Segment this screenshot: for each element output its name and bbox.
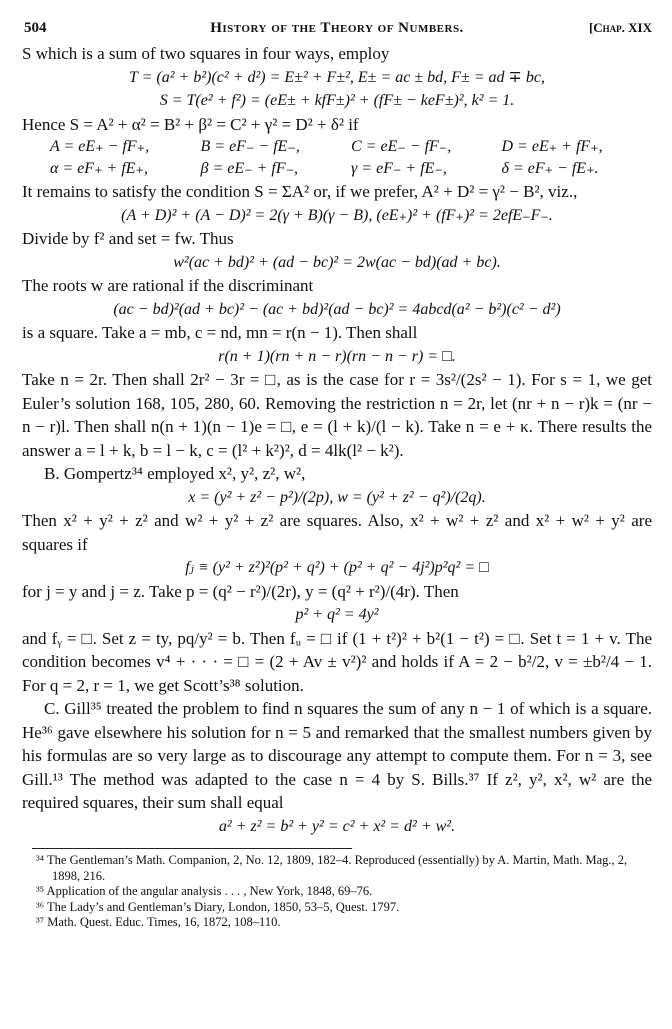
- footnote: ³⁷ Math. Quest. Educ. Times, 16, 1872, 108–110.: [36, 915, 281, 929]
- paragraph: C. Gill³⁵ treated the problem to find n squares the sum of any n − 1 of which is a square. He³⁶ gave elsewhere his solution for n = 5 and remarked that the smallest numbers given by his formulas are so very large as to discourage any attempt to compute them. For n = 3, see Gill.¹³ The method was adapted to the case n = 4 by S. Bills.³⁷ If z², y², x², w² are the required squares, their sum shall equal: [22, 699, 652, 812]
- paragraph: and fᵧ = □. Set z = ty, pq/y² = b. Then fᵤ = □ if (1 + t²)² + b²(1 − t²) = □. Set t = 1 + v. The condition becomes v⁴ + · · · = □ = (2 + Av ± v²)² and holds if A = 2 − b²/2, v = ±b²/4 − 1. For q = 2, r = 1, we get Scott’s³⁸ solution.: [22, 628, 652, 695]
- grid-cell: C = eE₋ − fF₋,: [351, 138, 452, 155]
- equation: fⱼ ≡ (y² + z²)²(p² + q²) + (p² + q² − 4j²)p²q² = □: [185, 559, 489, 576]
- equation: x = (y² + z² − p²)/(2p), w = (y² + z² − q²)/(2q).: [188, 488, 486, 506]
- equation: a² + z² = b² + y² = c² + x² = d² + w².: [218, 817, 456, 835]
- book-page: [22, 12, 652, 931]
- grid-cell: α = eF₊ + fE₊,: [50, 160, 148, 177]
- equation: (ac − bd)²(ad + bc)² − (ac + bd)²(ad − bc)² = 4abcd(a² − b²)(c² − d²): [113, 300, 561, 318]
- footnote: ³⁴ The Gentleman’s Math. Companion, 2, No. 12, 1809, 182–4. Reproduced (essentially) by A. Martin, Math. Mag., 2, 1898, 216.: [36, 853, 628, 883]
- running-title: History of the Theory of Numbers.: [210, 20, 464, 36]
- chapter-label: [Chap. XIX: [588, 20, 652, 35]
- page-number: 504: [24, 20, 47, 36]
- grid-cell: A = eE₊ − fF₊,: [50, 138, 150, 155]
- text-line: is a square. Take a = mb, c = nd, mn = r(n − 1). Then shall: [22, 323, 418, 342]
- equation: (A + D)² + (A − D)² = 2(γ + B)(γ − B), (eE₊)² + (fF₊)² = 2efE₋F₋.: [121, 206, 553, 224]
- paragraph: Take n = 2r. Then shall 2r² − 3r = □, as is the case for r = 3s²/(2s² − 1). For s = 1, we get Euler’s solution 168, 105, 280, 60. Removing the restriction n = 2r, let (nr + n − r)k = (nr − n − r)l. Then shall n(n + 1)(n − 1)e = □, e = (l + k)/(l − k). Take n = e + κ. There results the answer a = l + k, b = l − k, c = (l² + k²)², d = 4lk(l² − k²).: [22, 370, 652, 460]
- equation: S = T(e² + f²) = (eE± + kfF±)² + (fF± − keF±)², k² = 1.: [159, 92, 515, 109]
- footnote: ³⁵ Application of the angular analysis . . . , New York, 1848, 69–76.: [36, 884, 373, 898]
- grid-cell: γ = eF₋ + fE₋,: [351, 160, 447, 177]
- text-line: The roots w are rational if the discriminant: [22, 276, 314, 295]
- text-line: S which is a sum of two squares in four ways, employ: [22, 44, 390, 63]
- text-line: Divide by f² and set = fw. Thus: [22, 229, 234, 248]
- equation: p² + q² = 4y²: [295, 606, 379, 623]
- text-line: Hence S = A² + α² = B² + β² = C² + γ² = D² + δ² if: [22, 114, 359, 134]
- running-header: [22, 12, 652, 42]
- equation: w²(ac + bd)² + (ad − bc)² = 2w(ac − bd)(ad + bc).: [173, 253, 501, 271]
- grid-cell: B = eF₋ − fE₋,: [200, 138, 300, 155]
- footnote-divider: [32, 848, 352, 849]
- paragraph: It remains to satisfy the condition S = ΣA² or, if we prefer, A² + D² = γ² − B², viz.,: [22, 182, 578, 201]
- grid-cell: δ = eF₊ − fE₊.: [501, 160, 599, 177]
- equation: T = (a² + b²)(c² + d²) = E±² + F±², E± = ac ± bd, F± = ad ∓ bc,: [129, 68, 545, 86]
- grid-cell: β = eE₋ + fF₋,: [200, 160, 299, 177]
- paragraph: Then x² + y² + z² and w² + y² + z² are squares. Also, x² + w² + z² and x² + w² + y² are squares if: [22, 511, 652, 554]
- grid-cell: D = eE₊ + fF₊,: [501, 138, 603, 155]
- equation: r(n + 1)(rn + n − r)(rn − n − r) = □.: [218, 347, 456, 365]
- equation-grid: [22, 136, 652, 180]
- paragraph: B. Gompertz³⁴ employed x², y², z², w²,: [44, 464, 306, 483]
- text-line: for j = y and j = z. Take p = (q² − r²)/(2r), y = (q² + r²)/(4r). Then: [22, 581, 459, 601]
- footnote: ³⁶ The Lady’s and Gentleman’s Diary, London, 1850, 53–5, Quest. 1797.: [36, 899, 400, 914]
